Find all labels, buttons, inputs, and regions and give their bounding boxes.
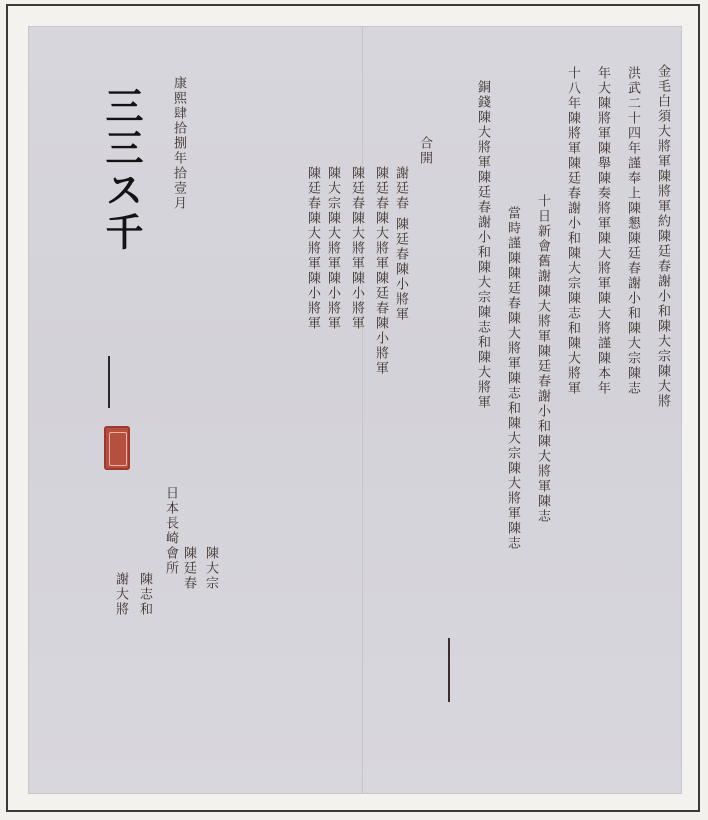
letter-column-7: 銅錢陳大將軍陳廷春謝小和陳大宗陳志和陳大將軍 <box>475 80 490 410</box>
letter-column-2: 洪武二十四年謹奉上陳懇陳廷春謝小和陳大宗陳志 <box>625 66 640 396</box>
recipient-line-1: 謝廷春 陳廷春陳小將軍 <box>393 166 408 323</box>
calligraphy-signature: 三三ス千 <box>99 86 144 254</box>
letter-column-1: 金毛白須大將軍陳將軍約陳廷春謝小和陳大宗陳大將 <box>655 64 670 409</box>
red-seal <box>104 426 130 470</box>
signatory-3: 陳志和 <box>137 572 152 617</box>
signatory-1: 陳大宗 <box>203 546 218 591</box>
recipient-line-3: 陳廷春陳大將軍陳小將軍 <box>349 166 364 331</box>
signatory-2: 陳廷春 <box>181 546 196 591</box>
signature-stroke <box>108 356 110 408</box>
signatories-heading: 日本長崎會所 <box>163 486 178 576</box>
letter-column-3: 年大陳將軍陳舉陳奏將軍陳大將軍陳大將謹陳本年 <box>595 66 610 396</box>
recipient-line-5: 陳廷春陳大將軍陳小將軍 <box>305 166 320 331</box>
letter-paper <box>28 26 682 794</box>
document-frame <box>6 4 700 812</box>
recipient-line-4: 陳大宗陳大將軍陳小將軍 <box>325 166 340 331</box>
paper-fold <box>362 26 363 794</box>
date-line: 康熙肆拾捌年拾壹月 <box>171 76 186 211</box>
closing-stroke <box>448 638 450 702</box>
letter-column-5: 十日新會舊謝陳大將軍陳廷春謝小和陳大將軍陳志 <box>535 194 550 524</box>
letter-column-4: 十八年陳將軍陳廷春謝小和陳大宗陳志和陳大將軍 <box>565 66 580 396</box>
recipients-heading: 合開 <box>417 136 432 166</box>
signatory-4: 謝大將 <box>113 572 128 617</box>
letter-column-6: 當時謹陳陳廷春陳大將軍陳志和陳大宗陳大將軍陳志 <box>505 206 520 551</box>
recipient-line-2: 陳廷春陳大將軍陳廷春陳小將軍 <box>373 166 388 376</box>
